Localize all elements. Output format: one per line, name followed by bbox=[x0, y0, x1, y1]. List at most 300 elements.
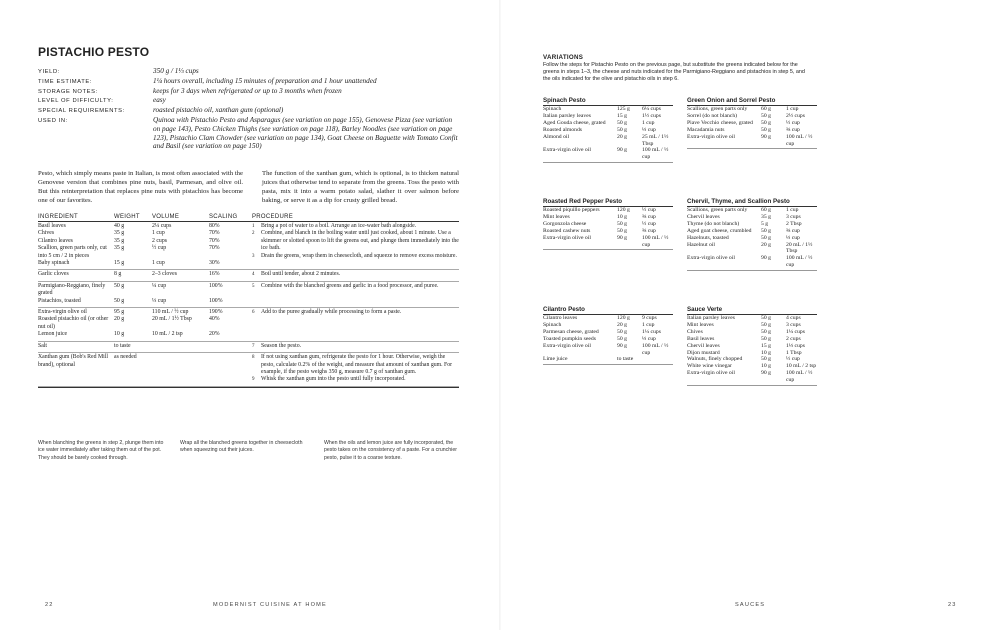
recipe-group bbox=[38, 353, 459, 387]
variation-ingredient: Chervil leaves bbox=[687, 213, 720, 220]
variation-ingredient: Spinach bbox=[543, 321, 562, 328]
variation-divider bbox=[687, 270, 817, 271]
variation-weight: 20 g bbox=[617, 133, 627, 140]
variation-row bbox=[687, 134, 817, 148]
meta-value: roasted pistachio oil, xanthan gum (optional) bbox=[153, 106, 284, 115]
ingredient-name: Extra-virgin olive oil bbox=[38, 309, 87, 316]
intro-paragraph: The function of the xanthan gum, which is optional, is to thicken natural juices that otherwise tend to separate from the greens. Toss the pesto with pasta, mix it into a warm potato salad, slather it over salmon before baking, or serve it as a dip for crusty grilled bread. bbox=[262, 170, 459, 204]
variation-ingredient: Sorrel (do not blanch) bbox=[687, 112, 738, 119]
ingredient-name: Parmigiano-Reggiano, finely grated bbox=[38, 282, 106, 297]
meta-difficulty bbox=[38, 96, 458, 106]
variation-volume: ⅓ cup bbox=[642, 335, 656, 342]
ingredient-volume: ¼ cup bbox=[152, 282, 167, 289]
variation-row bbox=[543, 214, 673, 221]
variation-row bbox=[687, 315, 817, 322]
ingredient-volume: 2¼ cups bbox=[152, 223, 172, 229]
variation-divider bbox=[543, 249, 673, 250]
variation-row bbox=[543, 329, 673, 336]
ingredient-scaling: 30% bbox=[209, 260, 220, 267]
variation-ingredient: Chives bbox=[687, 328, 703, 335]
variation-ingredient: Extra-virgin olive oil bbox=[543, 234, 591, 241]
variation-ingredient: Roasted piquillo peppers bbox=[543, 207, 600, 213]
variation-volume: ⅓ cup bbox=[786, 234, 800, 241]
ingredient-row bbox=[38, 230, 252, 237]
ingredient-row bbox=[38, 260, 252, 267]
variation-weight: 20 g bbox=[617, 321, 627, 328]
variation-weight: 50 g bbox=[761, 335, 771, 342]
variation-weight: to taste bbox=[617, 356, 634, 363]
variation-title: Cilantro Pesto bbox=[543, 306, 673, 315]
variation-row bbox=[687, 322, 817, 329]
ingredient-scaling bbox=[209, 343, 252, 350]
variation-volume: 100 mL / ½ cup bbox=[786, 133, 813, 147]
procedure-step bbox=[252, 343, 459, 350]
variation-row bbox=[543, 221, 673, 228]
meta-label: STORAGE NOTES: bbox=[38, 88, 98, 95]
variation-row bbox=[687, 255, 817, 269]
header-ingredient: INGREDIENT bbox=[38, 214, 79, 220]
variation-row bbox=[687, 370, 817, 384]
ingredient-name: Pistachios, toasted bbox=[38, 297, 81, 304]
step-number: 6 bbox=[252, 310, 255, 316]
variation-row bbox=[687, 336, 817, 343]
ingredient-list bbox=[38, 343, 252, 350]
ingredient-row bbox=[38, 354, 252, 369]
caption: When the oils and lemon juice are fully incorporated, the pesto takes on the consistency of a paste. For a crunchier pesto, pulse it to a coarse texture. bbox=[324, 440, 457, 461]
page-number: 22 bbox=[45, 602, 54, 608]
variation-ingredient: Extra-virgin olive oil bbox=[687, 370, 735, 377]
ingredient-name: Scallion, green parts only, cut into 5 cm / 2 in pieces bbox=[38, 245, 107, 259]
variation-volume: ⅜ cup bbox=[786, 126, 800, 133]
variation-ingredient: Scallions, green parts only bbox=[687, 207, 748, 213]
header-volume: VOLUME bbox=[152, 214, 180, 220]
variation-volume: 2 Tbsp bbox=[786, 220, 802, 227]
ingredient-name: Garlic cloves bbox=[38, 271, 69, 278]
procedure-step bbox=[252, 223, 459, 230]
ingredient-weight: 50 g bbox=[114, 297, 125, 304]
variation-volume: ½ cup bbox=[786, 119, 800, 126]
variation-volume: 4 cups bbox=[786, 315, 801, 321]
caption: Wrap all the blanched greens together in cheesecloth when squeezing out their juices. bbox=[180, 440, 303, 454]
meta-value: keeps for 3 days when refrigerated or up to 3 months when frozen bbox=[153, 86, 342, 95]
meta-value: Quinoa with Pistachio Pesto and Asparagus (see variation on page 155), Genovese Pizza (see variation on page 143), Pesto Chicken Thighs (see variation on page 118), Barley Noodles (see variation on page 123), Pistachio Clam Chowder (see variation on page 134), Goat Cheese on Baguette with Tomato Confit and Basil (see variation on page 150) bbox=[153, 115, 458, 151]
variation-volume: ½ cup bbox=[642, 207, 656, 213]
ingredient-volume: ½ cup bbox=[152, 245, 167, 252]
ingredient-name: Chives bbox=[38, 230, 55, 237]
variation-row bbox=[543, 120, 673, 127]
variation-weight: 50 g bbox=[761, 356, 771, 363]
ingredient-scaling bbox=[209, 354, 252, 369]
variation-volume: 1 Tbsp bbox=[786, 349, 802, 356]
ingredient-name: Salt bbox=[38, 342, 48, 349]
step-text: Boil until tender, about 2 minutes. bbox=[261, 271, 341, 278]
variation-row bbox=[687, 113, 817, 120]
ingredient-row bbox=[38, 238, 252, 245]
recipe-group bbox=[38, 342, 459, 353]
ingredient-weight: 10 g bbox=[114, 331, 125, 338]
variation-divider bbox=[687, 148, 817, 149]
variation-weight: 50 g bbox=[761, 315, 771, 321]
step-text: Combine, and blanch in the boiling water until just cooked, about 1 minute. Use a skimmer or slotted spoon to lift the greens out, and plunge them immediately into the ice bath. bbox=[261, 230, 459, 252]
variation-ingredient: Walnuts, finely chopped bbox=[687, 356, 743, 363]
ingredient-volume: 1 cup bbox=[152, 230, 165, 237]
header-weight: WEIGHT bbox=[114, 214, 140, 220]
variation-divider bbox=[543, 364, 673, 365]
ingredient-weight: 95 g bbox=[114, 309, 125, 316]
variation-ingredient: Roasted cashew nuts bbox=[543, 227, 591, 234]
ingredient-volume bbox=[152, 354, 209, 369]
recipe-group bbox=[38, 308, 459, 342]
procedure-step bbox=[252, 230, 459, 252]
step-number: 9 bbox=[252, 377, 255, 383]
ingredient-weight: to taste bbox=[114, 342, 131, 349]
variation-block bbox=[543, 97, 673, 163]
variation-volume: 1 cup bbox=[642, 321, 655, 328]
ingredient-volume: 2 cups bbox=[152, 237, 167, 244]
variation-row bbox=[687, 221, 817, 228]
ingredient-weight: 35 g bbox=[114, 245, 125, 252]
variation-ingredient: Italian parsley leaves bbox=[687, 315, 736, 321]
recipe-group bbox=[38, 222, 459, 270]
variation-weight: 50 g bbox=[761, 112, 771, 119]
variation-weight: 15 g bbox=[617, 112, 627, 119]
ingredient-weight: 40 g bbox=[114, 223, 125, 229]
variation-row bbox=[543, 315, 673, 322]
ingredient-scaling: 70% bbox=[209, 237, 220, 244]
step-text: Whisk the xanthan gum into the pesto until fully incorporated. bbox=[261, 376, 406, 383]
variation-block bbox=[543, 306, 673, 365]
variation-row bbox=[543, 322, 673, 329]
ingredient-volume: 2–3 cloves bbox=[152, 271, 177, 278]
variation-weight: 35 g bbox=[761, 213, 771, 220]
recipe-table bbox=[38, 214, 459, 388]
variation-volume: 100 mL / ½ cup bbox=[642, 342, 669, 356]
caption: When blanching the greens in step 2, plunge them into ice water immediately after taking them out of the pot. They should be barely cooked through. bbox=[38, 440, 164, 461]
variation-weight: 50 g bbox=[761, 234, 771, 241]
ingredient-row bbox=[38, 223, 252, 230]
variation-row bbox=[687, 106, 817, 113]
procedure-list bbox=[252, 271, 459, 278]
variation-ingredient: Extra-virgin olive oil bbox=[687, 133, 735, 140]
variation-ingredient: Lime juice bbox=[543, 356, 568, 363]
variation-volume: 6¼ cups bbox=[642, 106, 661, 112]
ingredient-row bbox=[38, 271, 252, 278]
page-number: 23 bbox=[948, 602, 957, 608]
variation-ingredient: Spinach bbox=[543, 106, 562, 112]
ingredient-row bbox=[38, 283, 252, 298]
ingredient-scaling: 100% bbox=[209, 297, 223, 304]
variation-row bbox=[687, 343, 817, 350]
variation-volume: ⅓ cup bbox=[642, 126, 656, 133]
right-page bbox=[500, 0, 1000, 630]
variation-ingredient: Cilantro leaves bbox=[543, 315, 578, 321]
variation-ingredient: Toasted pumpkin seeds bbox=[543, 335, 596, 342]
footer-book-title: MODERNIST CUISINE AT HOME bbox=[213, 602, 327, 608]
meta-value: easy bbox=[153, 96, 166, 105]
variation-block bbox=[687, 306, 817, 386]
variation-weight: 50 g bbox=[617, 328, 627, 335]
step-number: 5 bbox=[252, 283, 255, 289]
variation-weight: 10 g bbox=[617, 213, 627, 220]
procedure-step bbox=[252, 354, 459, 376]
step-number: 3 bbox=[252, 253, 255, 259]
variation-volume: 1¼ cups bbox=[642, 328, 661, 335]
meta-label: USED IN: bbox=[38, 117, 68, 124]
variation-weight: 90 g bbox=[761, 255, 771, 262]
variation-volume: 2½ cups bbox=[786, 112, 805, 119]
procedure-step bbox=[252, 253, 459, 260]
ingredient-weight: 15 g bbox=[114, 260, 125, 267]
step-text: Season the pesto. bbox=[261, 342, 302, 349]
variation-volume: 100 mL / ½ cup bbox=[786, 255, 813, 269]
ingredient-weight: 8 g bbox=[114, 271, 122, 278]
variation-ingredient: Mint leaves bbox=[543, 213, 570, 220]
variation-volume: 20 mL / 1½ Tbsp bbox=[786, 241, 813, 255]
variation-row bbox=[543, 228, 673, 235]
variation-volume bbox=[642, 356, 673, 363]
variation-ingredient: Macadamia nuts bbox=[687, 126, 725, 133]
variation-ingredient: White wine vinegar bbox=[687, 363, 732, 370]
variation-volume: 10 mL / 2 tsp bbox=[786, 363, 817, 370]
variation-ingredient: Roasted almonds bbox=[543, 126, 583, 133]
ingredient-weight: 35 g bbox=[114, 237, 125, 244]
variation-volume: 1½ cups bbox=[642, 112, 661, 119]
variations-title: VARIATIONS bbox=[543, 54, 584, 61]
variation-row bbox=[543, 356, 673, 363]
procedure-step bbox=[252, 283, 459, 290]
variation-row bbox=[687, 242, 817, 256]
variation-ingredient: Parmesan cheese, grated bbox=[543, 328, 599, 335]
variation-volume: 9 cups bbox=[642, 315, 657, 321]
variation-weight: 20 g bbox=[761, 241, 771, 248]
ingredient-scaling: 20% bbox=[209, 331, 220, 338]
variation-ingredient: Hazelnuts, toasted bbox=[687, 234, 729, 241]
variation-weight: 120 g bbox=[617, 207, 630, 213]
variation-weight: 50 g bbox=[761, 328, 771, 335]
recipe-group bbox=[38, 270, 459, 281]
variation-ingredient: Hazelnut oil bbox=[687, 241, 715, 248]
step-text: If not using xanthan gum, refrigerate the pesto for 1 hour. Otherwise, weigh the pesto, calculate 0.2% of the weight, and measure that amount of xanthan gum. For example, if the pesto weighs 350 g, measure 0.7 g of xanthan gum. bbox=[261, 354, 453, 375]
ingredient-scaling: 16% bbox=[209, 271, 220, 278]
variation-block bbox=[543, 198, 673, 250]
variation-volume: 2 cups bbox=[786, 335, 801, 342]
variation-row bbox=[543, 207, 673, 214]
ingredient-row bbox=[38, 245, 252, 260]
variation-ingredient: Gorgonzola cheese bbox=[543, 220, 587, 227]
variation-volume: 3 cups bbox=[786, 213, 801, 220]
ingredient-row bbox=[38, 316, 252, 331]
ingredient-row bbox=[38, 343, 252, 350]
variation-volume: 100 mL / ½ cup bbox=[642, 147, 669, 161]
step-number: 1 bbox=[252, 224, 255, 229]
header-scaling: SCALING bbox=[209, 214, 238, 220]
variation-ingredient: Basil leaves bbox=[687, 335, 715, 342]
ingredient-list bbox=[38, 223, 252, 267]
variation-volume: 100 mL / ½ cup bbox=[786, 370, 813, 384]
meta-requirements bbox=[38, 106, 458, 116]
variation-ingredient: Extra-virgin olive oil bbox=[543, 342, 591, 349]
variation-weight: 60 g bbox=[761, 106, 771, 112]
meta-value: 350 g / 1⅓ cups bbox=[153, 67, 199, 75]
ingredient-list bbox=[38, 283, 252, 305]
step-number: 7 bbox=[252, 343, 255, 349]
variation-volume: 25 mL / 1½ Tbsp bbox=[642, 133, 669, 147]
ingredient-name: Basil leaves bbox=[38, 223, 66, 229]
ingredient-volume: 20 mL / 1½ Tbsp bbox=[152, 316, 192, 323]
variation-volume: ½ cup bbox=[642, 220, 656, 227]
ingredient-volume: 1 cup bbox=[152, 260, 165, 267]
variation-ingredient: Piave Vecchio cheese, grated bbox=[687, 119, 753, 126]
variation-divider bbox=[543, 162, 673, 163]
variation-ingredient: Aged goat cheese, crumbled bbox=[687, 227, 752, 234]
variation-ingredient: Mint leaves bbox=[687, 321, 714, 328]
ingredient-weight: 20 g bbox=[114, 316, 125, 323]
variation-weight: 5 g bbox=[761, 220, 769, 227]
meta-storage bbox=[38, 87, 458, 97]
step-text: Add to the puree gradually while processing to form a paste. bbox=[261, 309, 402, 316]
variation-row bbox=[687, 120, 817, 127]
variation-volume: 1 cup bbox=[642, 119, 655, 126]
variation-ingredient: Dijon mustard bbox=[687, 349, 720, 356]
variation-weight: 60 g bbox=[761, 207, 771, 213]
variation-volume: 1 cup bbox=[786, 106, 799, 112]
variation-row bbox=[543, 147, 673, 161]
recipe-groups bbox=[38, 222, 459, 387]
ingredient-name: Cilantro leaves bbox=[38, 237, 73, 244]
ingredient-name: Baby spinach bbox=[38, 260, 70, 267]
variation-row bbox=[687, 329, 817, 336]
variation-weight: 50 g bbox=[617, 335, 627, 342]
ingredient-weight: as needed bbox=[114, 354, 137, 361]
procedure-step bbox=[252, 271, 459, 278]
ingredient-volume: 10 mL / 2 tsp bbox=[152, 331, 183, 338]
meta-label: TIME ESTIMATE: bbox=[38, 78, 93, 85]
variation-weight: 90 g bbox=[617, 234, 627, 241]
variation-weight: 15 g bbox=[761, 342, 771, 349]
procedure-list bbox=[252, 354, 459, 384]
ingredient-weight: 35 g bbox=[114, 230, 125, 237]
ingredient-list bbox=[38, 271, 252, 278]
variation-weight: 90 g bbox=[761, 370, 771, 377]
procedure-list bbox=[252, 343, 459, 350]
ingredient-scaling: 100% bbox=[209, 282, 223, 289]
variation-weight: 50 g bbox=[617, 119, 627, 126]
variation-volume: 100 mL / ½ cup bbox=[642, 234, 669, 248]
header-procedure: PROCEDURE bbox=[252, 214, 294, 220]
step-text: Drain the greens, wrap them in cheesecloth, and squeeze to remove excess moisture. bbox=[261, 252, 457, 259]
variation-row bbox=[687, 214, 817, 221]
ingredient-scaling: 70% bbox=[209, 245, 220, 252]
procedure-step bbox=[252, 309, 459, 316]
variation-title: Chervil, Thyme, and Scallion Pesto bbox=[687, 198, 817, 207]
variation-title: Spinach Pesto bbox=[543, 97, 673, 106]
ingredient-scaling: 70% bbox=[209, 230, 220, 237]
variation-volume: ⅜ cup bbox=[642, 227, 656, 234]
variation-volume: 1⅓ cups bbox=[786, 342, 805, 349]
step-text: Combine with the blanched greens and garlic in a food processor, and puree. bbox=[261, 282, 439, 289]
step-number: 8 bbox=[252, 355, 255, 361]
variation-title: Roasted Red Pepper Pesto bbox=[543, 198, 673, 207]
ingredient-volume: 110 mL / ½ cup bbox=[152, 309, 189, 316]
variation-ingredient: Thyme (do not blanch) bbox=[687, 220, 740, 227]
meta-label: YIELD: bbox=[38, 69, 60, 75]
meta-time bbox=[38, 77, 458, 87]
variation-weight: 90 g bbox=[617, 147, 627, 154]
variation-volume: ⅜ cup bbox=[786, 227, 800, 234]
recipe-meta bbox=[38, 67, 458, 151]
step-number: 4 bbox=[252, 272, 255, 278]
variation-weight: 50 g bbox=[761, 126, 771, 133]
variation-row bbox=[687, 127, 817, 134]
procedure-list bbox=[252, 283, 459, 305]
meta-label: LEVEL OF DIFFICULTY: bbox=[38, 98, 114, 105]
variation-ingredient: Extra-virgin olive oil bbox=[543, 147, 591, 154]
variation-row bbox=[543, 127, 673, 134]
variation-block bbox=[687, 198, 817, 271]
variation-weight: 10 g bbox=[761, 349, 771, 356]
variation-ingredient: Aged Gouda cheese, grated bbox=[543, 119, 606, 126]
procedure-list bbox=[252, 223, 459, 267]
variation-weight: 125 g bbox=[617, 106, 630, 112]
intro-paragraph: Pesto, which simply means paste in Italian, is most often associated with the Genovese version that combines pine nuts, basil, Parmesan, and olive oil. But this reinterpretation that replaces pine nuts with pistachios has become one of our favorites. bbox=[38, 170, 243, 204]
meta-yield bbox=[38, 67, 458, 77]
footer-chapter: SAUCES bbox=[735, 602, 766, 608]
variation-volume: 1 cup bbox=[786, 207, 799, 213]
ingredient-weight: 50 g bbox=[114, 282, 125, 289]
variation-ingredient: Italian parsley leaves bbox=[543, 112, 592, 119]
variation-row bbox=[543, 336, 673, 343]
variation-volume: ⅜ cup bbox=[642, 213, 656, 220]
variation-volume: 1¼ cups bbox=[786, 328, 805, 335]
variation-weight: 10 g bbox=[761, 363, 771, 370]
ingredient-list bbox=[38, 309, 252, 339]
ingredient-row bbox=[38, 298, 252, 305]
variation-divider bbox=[687, 385, 817, 386]
variation-weight: 90 g bbox=[761, 133, 771, 140]
variation-weight: 50 g bbox=[617, 220, 627, 227]
variation-row bbox=[687, 235, 817, 242]
variation-volume: ½ cup bbox=[786, 356, 800, 363]
variation-block bbox=[687, 97, 817, 149]
meta-value: 1¼ hours overall, including 15 minutes of preparation and 1 hour unattended bbox=[153, 76, 377, 85]
ingredient-scaling: 80% bbox=[209, 223, 220, 229]
variation-weight: 50 g bbox=[617, 227, 627, 234]
ingredient-name: Roasted pistachio oil (or other nut oil) bbox=[38, 316, 109, 330]
variation-title: Sauce Verte bbox=[687, 306, 817, 315]
variation-volume: 3 cups bbox=[786, 321, 801, 328]
variation-ingredient: Extra-virgin olive oil bbox=[687, 255, 735, 262]
ingredient-name: Lemon juice bbox=[38, 331, 68, 338]
procedure-step bbox=[252, 376, 459, 383]
variation-row bbox=[543, 113, 673, 120]
procedure-list bbox=[252, 309, 459, 339]
recipe-title: PISTACHIO PESTO bbox=[38, 45, 150, 59]
variation-weight: 120 g bbox=[617, 315, 630, 321]
variation-ingredient: Scallions, green parts only bbox=[687, 106, 748, 112]
step-text: Bring a pot of water to a boil. Arrange an ice-water bath alongside. bbox=[261, 223, 417, 229]
ingredient-scaling: 40% bbox=[209, 316, 220, 323]
meta-label: SPECIAL REQUIREMENTS: bbox=[38, 108, 125, 115]
ingredient-scaling: 190% bbox=[209, 309, 223, 316]
ingredient-list bbox=[38, 354, 252, 384]
variation-title: Green Onion and Sorrel Pesto bbox=[687, 97, 817, 106]
variation-weight: 90 g bbox=[617, 342, 627, 349]
variation-row bbox=[543, 343, 673, 357]
ingredient-volume: ⅓ cup bbox=[152, 297, 167, 304]
variation-weight: 50 g bbox=[617, 126, 627, 133]
variation-row bbox=[543, 134, 673, 148]
variation-row bbox=[687, 356, 817, 363]
